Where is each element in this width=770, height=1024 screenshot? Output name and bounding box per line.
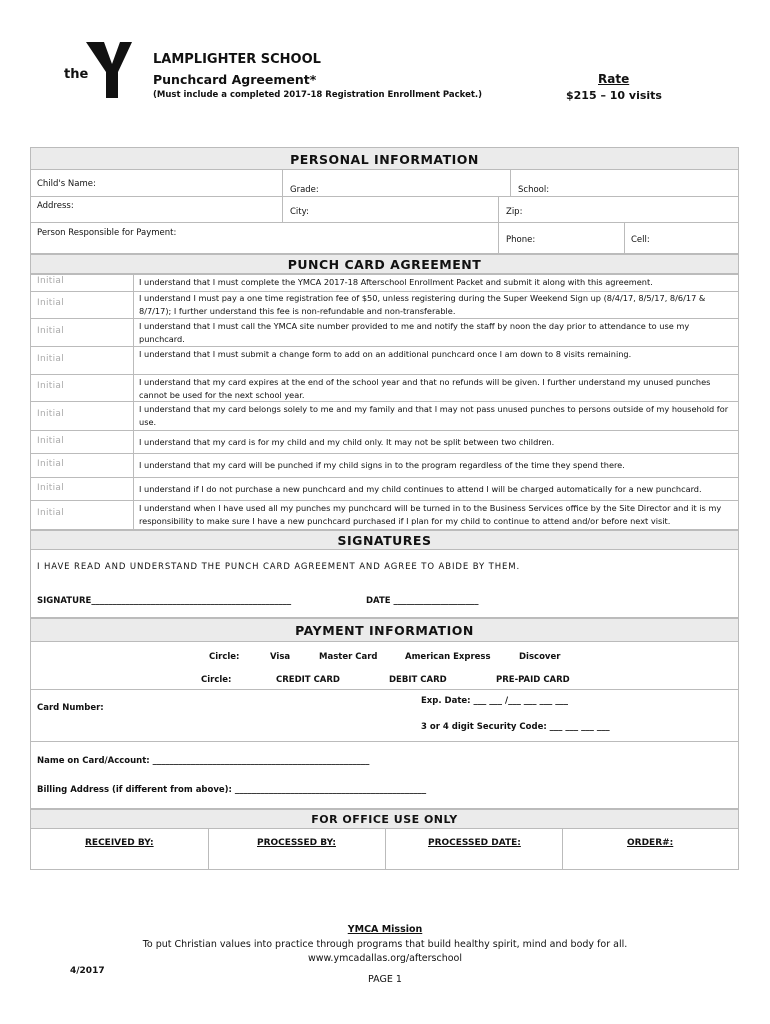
divider: [385, 829, 386, 870]
divider: [30, 741, 739, 742]
school-title: LAMPLIGHTER SCHOOL: [153, 52, 321, 67]
circle-label: Circle:: [201, 675, 232, 685]
option-credit[interactable]: CREDIT CARD: [276, 675, 340, 685]
agreement-row: [30, 318, 739, 346]
agreement-row: [30, 453, 739, 477]
received-by-label: RECEIVED BY:: [85, 838, 154, 848]
page-number: PAGE 1: [368, 974, 402, 985]
divider: [562, 829, 563, 870]
processed-by-label: PROCESSED BY:: [257, 838, 336, 848]
initial-field[interactable]: Initial: [37, 508, 65, 518]
initial-field[interactable]: Initial: [37, 381, 65, 391]
divider: [30, 689, 739, 690]
agreement-text: I understand I must pay a one time registration fee of $50, unless registering during the Super Weekend Sign up (8/4/17, 8/5/17, 8/6/17 & 8/7/17); I further understand this fee is non-refundable and non-transferable.: [139, 293, 706, 316]
form-date: 4/2017: [70, 966, 105, 976]
agreement-text: I understand when I have used all my punches my punchcard will be turned in to the Business Services office by the Site Director and it is my responsibility to make sure I have a new punchcard purchased if I plan for my child to continue to attend and/or before next visit.: [139, 503, 722, 526]
office-heading: FOR OFFICE USE ONLY: [30, 809, 739, 829]
agreement-row: [30, 346, 739, 374]
rate-label: Rate: [598, 72, 630, 86]
divider: [30, 222, 739, 223]
divider: [208, 829, 209, 870]
signature-statement: I HAVE READ AND UNDERSTAND THE PUNCH CARD AGREEMENT AND AGREE TO ABIDE BY THEM.: [37, 562, 521, 572]
card-number-label: Card Number:: [37, 703, 104, 713]
agreement-heading: PUNCH CARD AGREEMENT: [30, 254, 739, 274]
name-on-card-field[interactable]: Name on Card/Account: ___________________________________________________: [37, 756, 370, 766]
payment-heading: PAYMENT INFORMATION: [30, 618, 739, 642]
agreement-text: I understand that I must call the YMCA site number provided to me and notify the staff by noon the day prior to attendance to use my punchcard.: [139, 321, 690, 344]
footer-url: www.ymcadallas.org/afterschool: [307, 953, 462, 964]
payment-box: [30, 642, 739, 809]
agreement-text: I understand that my card will be punched if my child signs in to the program regardless of the time they spend there.: [139, 460, 625, 470]
responsible-label: Person Responsible for Payment:: [37, 228, 177, 238]
signatures-box: [30, 550, 739, 618]
signatures-heading: SIGNATURES: [30, 530, 739, 550]
order-number-label: ORDER#:: [627, 838, 674, 848]
school-label: School:: [518, 185, 550, 195]
agreement-text: I understand that my card expires at the end of the school year and that no refunds will be given. I further understand my unused punches cannot be used for the next school year.: [139, 377, 711, 400]
initial-field[interactable]: Initial: [37, 409, 65, 419]
personal-info-heading: PERSONAL INFORMATION: [30, 147, 739, 170]
childs-name-label: Child's Name:: [37, 179, 96, 189]
agreement-row: [30, 401, 739, 430]
circle-label: Circle:: [209, 652, 240, 662]
option-debit[interactable]: DEBIT CARD: [389, 675, 447, 685]
city-label: City:: [290, 207, 309, 217]
option-prepaid[interactable]: PRE-PAID CARD: [496, 675, 570, 685]
mission-statement: To put Christian values into practice through programs that build healthy spirit, mind and body for all.: [142, 939, 628, 950]
form-note: (Must include a completed 2017-18 Registration Enrollment Packet.): [153, 90, 483, 100]
mission-title: YMCA Mission: [347, 924, 423, 935]
logo-text: the: [64, 67, 89, 82]
phone-label: Phone:: [506, 235, 536, 245]
initial-field[interactable]: Initial: [37, 276, 65, 286]
divider: [498, 196, 499, 254]
agreement-row: [30, 500, 739, 530]
divider: [510, 170, 511, 196]
agreement-row: [30, 274, 739, 291]
form-subtitle: Punchcard Agreement*: [153, 72, 317, 87]
option-mastercard[interactable]: Master Card: [319, 652, 378, 662]
billing-address-field[interactable]: Billing Address (if different from above): _____________________________________________: [37, 785, 427, 795]
initial-field[interactable]: Initial: [37, 483, 65, 493]
initial-field[interactable]: Initial: [37, 326, 65, 336]
security-code-field[interactable]: 3 or 4 digit Security Code: ___ ___ ___ ___: [421, 722, 610, 732]
cell-label: Cell:: [631, 235, 650, 245]
agreement-text: I understand if I do not purchase a new punchcard and my child continues to attend I will be charged automatically for a new punchcard.: [139, 484, 702, 494]
divider: [30, 196, 739, 197]
processed-date-label: PROCESSED DATE:: [428, 838, 521, 848]
signature-field[interactable]: SIGNATURE_______________________________________________: [37, 596, 292, 606]
exp-date-field[interactable]: Exp. Date: ___ ___ /___ ___ ___ ___: [421, 696, 568, 706]
agreement-text: I understand that I must complete the YMCA 2017-18 Afterschool Enrollment Packet and submit it along with this agreement.: [139, 277, 653, 287]
agreement-row: [30, 477, 739, 500]
divider: [624, 222, 625, 254]
agreement-text: I understand that my card is for my child and my child only. It may not be split between two children.: [139, 437, 555, 447]
zip-label: Zip:: [506, 207, 523, 217]
agreement-row: [30, 374, 739, 401]
agreement-text: I understand that I must submit a change form to add on an additional punchcard once I am down to 8 visits remaining.: [139, 349, 632, 359]
date-field[interactable]: DATE ____________________: [366, 596, 479, 606]
option-amex[interactable]: American Express: [405, 652, 491, 662]
option-discover[interactable]: Discover: [519, 652, 561, 662]
agreement-row: [30, 430, 739, 453]
grade-label: Grade:: [290, 185, 319, 195]
initial-field[interactable]: Initial: [37, 354, 65, 364]
address-label: Address:: [37, 201, 74, 211]
initial-field[interactable]: Initial: [37, 459, 65, 469]
rate-value: $215 – 10 visits: [566, 89, 662, 102]
option-visa[interactable]: Visa: [270, 652, 291, 662]
initial-field[interactable]: Initial: [37, 436, 65, 446]
agreement-row: [30, 291, 739, 318]
agreement-text: I understand that my card belongs solely to me and my family and that I may not pass unused punches to persons outside of my household for use.: [139, 404, 729, 427]
divider: [282, 170, 283, 222]
ymca-logo: [64, 42, 132, 98]
initial-field[interactable]: Initial: [37, 298, 65, 308]
